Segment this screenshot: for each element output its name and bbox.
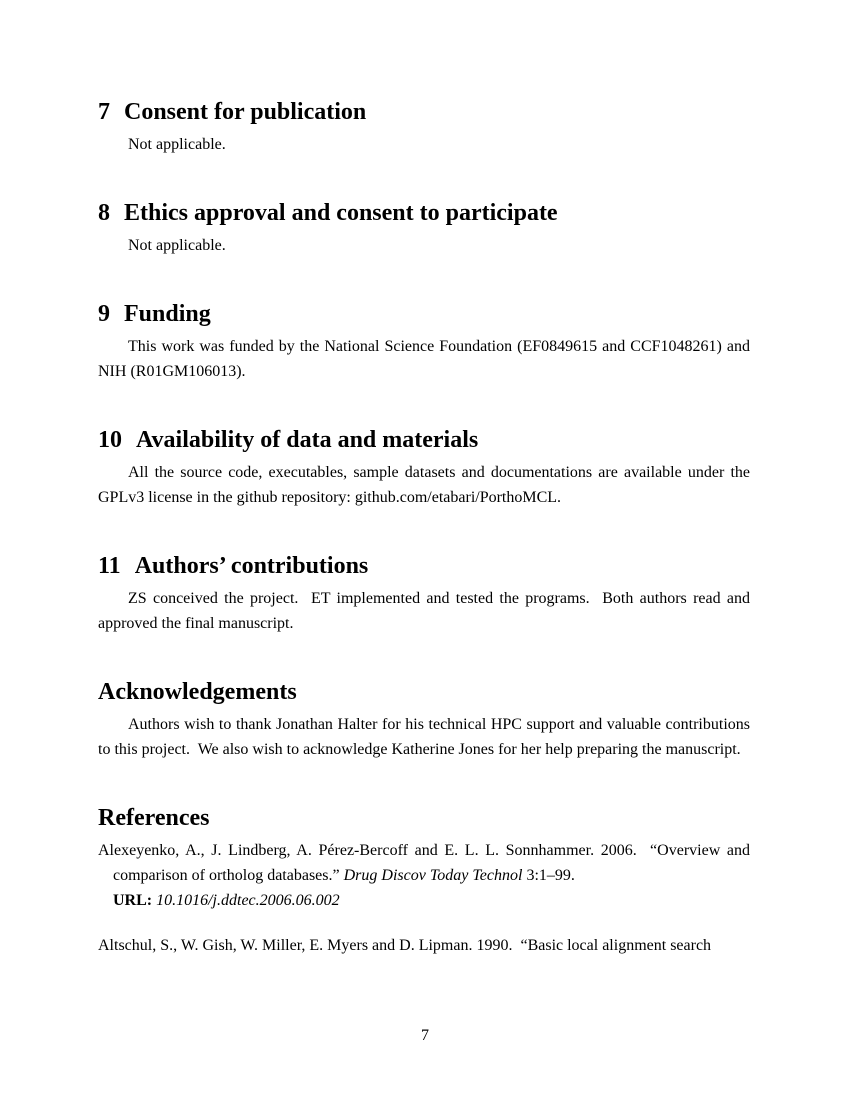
section-references xyxy=(98,804,750,958)
section-title: Funding xyxy=(124,301,211,327)
section-title: Ethics approval and consent to participate xyxy=(124,200,558,226)
page-number: 7 xyxy=(421,1027,429,1044)
section-number: 9 xyxy=(98,301,110,327)
section-ethics-approval xyxy=(98,199,750,258)
section-heading xyxy=(98,199,750,227)
section-availability xyxy=(98,426,750,510)
reference-url-line xyxy=(113,888,750,913)
paragraph: Not applicable. xyxy=(128,136,226,153)
section-number: 7 xyxy=(98,99,110,125)
section-title: Acknowledgements xyxy=(98,679,297,705)
section-title: Availability of data and materials xyxy=(136,427,479,453)
reference-pages: 3:1–99. xyxy=(522,867,575,884)
reference-entry xyxy=(98,933,750,958)
reference-entry xyxy=(98,838,750,913)
section-acknowledgements xyxy=(98,678,750,762)
section-heading xyxy=(98,552,750,580)
section-heading xyxy=(98,300,750,328)
section-consent-for-publication xyxy=(98,98,750,157)
reference-text: Alexeyenko, A., J. Lindberg, A. Pérez-Bercoff and E. L. L. Sonnhammer. 2006. “Overview and comparison of ortholog databases.” xyxy=(98,842,750,884)
section-authors-contributions xyxy=(98,552,750,636)
section-title: Authors’ contributions xyxy=(134,553,369,579)
reference-list xyxy=(98,838,750,958)
section-heading xyxy=(98,678,750,706)
reference-text: Altschul, S., W. Gish, W. Miller, E. Myers and D. Lipman. 1990. “Basic local alignment search xyxy=(98,937,712,954)
paragraph: ZS conceived the project. ET implemented and tested the programs. Both authors read and approved the final manuscript. xyxy=(98,590,750,632)
reference-url-label: URL: xyxy=(113,892,153,909)
section-number: 11 xyxy=(98,553,121,579)
section-heading xyxy=(98,426,750,454)
paragraph: This work was funded by the National Science Foundation (EF0849615 and CCF1048261) and NIH (R01GM106013). xyxy=(98,338,750,380)
section-number: 10 xyxy=(98,427,122,453)
paragraph: All the source code, executables, sample datasets and documentations are available under the GPLv3 license in the github repository: github.com/etabari/PorthoMCL. xyxy=(98,464,750,506)
paragraph: Not applicable. xyxy=(128,237,226,254)
reference-journal: Drug Discov Today Technol xyxy=(343,867,523,884)
section-number: 8 xyxy=(98,200,110,226)
reference-url-value: 10.1016/j.ddtec.2006.06.002 xyxy=(156,892,340,909)
section-heading xyxy=(98,804,750,832)
section-title: Consent for publication xyxy=(124,99,367,125)
section-heading xyxy=(98,98,750,126)
section-title: References xyxy=(98,805,210,831)
paragraph: Authors wish to thank Jonathan Halter for his technical HPC support and valuable contributions to this project. We also wish to acknowledge Katherine Jones for her help preparing the manuscript. xyxy=(98,716,750,758)
section-funding xyxy=(98,300,750,384)
